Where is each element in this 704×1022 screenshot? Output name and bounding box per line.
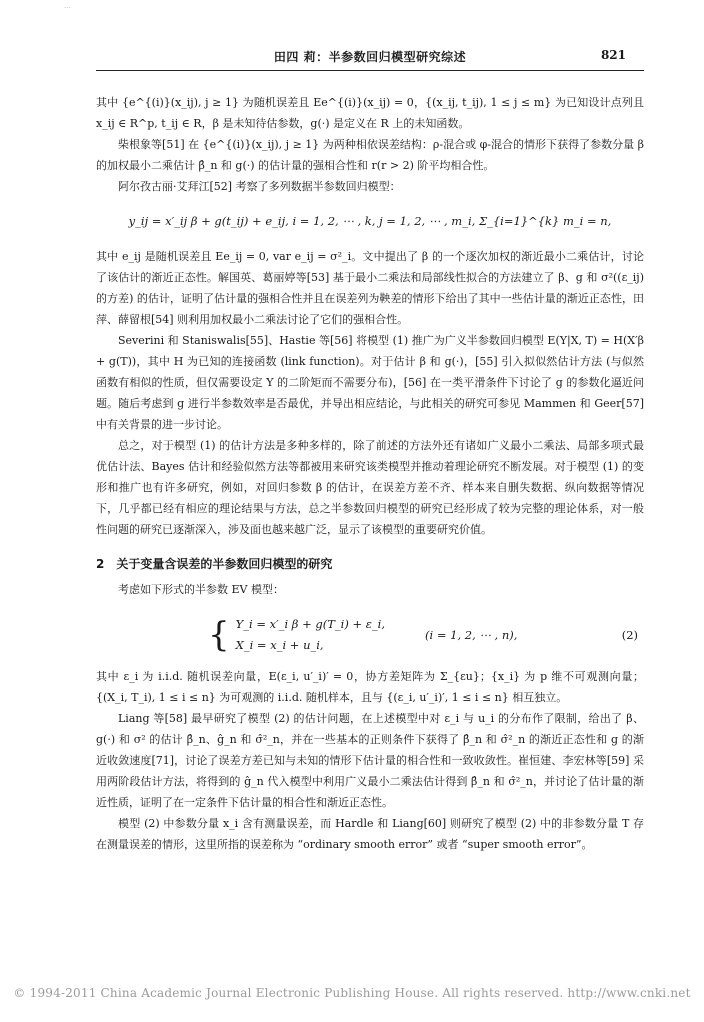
equation-line: Y_i = x′_i β + g(T_i) + ε_i, xyxy=(235,617,386,631)
header-rule xyxy=(96,70,644,71)
paragraph: 其中 {e^{(i)}(x_ij), j ≥ 1} 为随机误差且 Ee^{(i)}(x_ij) = 0，{(x_ij, t_ij), 1 ≤ j ≤ m} 为已知设计点列且 x_ij ∈ R^p, t_ij ∈ R，β 是未知待估参数，g(·) 是定义在 R 上的未知函数。 xyxy=(96,96,644,130)
equation-multi-column-model: y_ij = x′_ij β + g(t_ij) + e_ij, i = 1, 2, ⋯ , k, j = 1, 2, ⋯ , m_i, Σ_{i=1}^{k} m_i = n, xyxy=(128,214,612,228)
paragraph: 阿尔孜古丽·艾拜江[52] 考察了多列数据半参数回归模型： xyxy=(118,180,401,193)
running-head: 田四 莉：半参数回归模型研究综述 xyxy=(273,50,467,64)
scan-corner-mark: … xyxy=(64,2,71,10)
paragraph: 柴根象等[51] 在 {e^{(i)}(x_ij), j ≥ 1} 为两种相依误差结构：ρ-混合或 φ-混合的情形下获得了参数分量 β 的加权最小二乘估计 β̂_n 和 g(·) 的估计量的强相合性和 r(r > 2) 阶平均相合性。 xyxy=(96,138,644,172)
paragraph: 其中 e_ij 是随机误差且 Ee_ij = 0, var e_ij = σ²_i。文中提出了 β 的一个逐次加权的渐近最小二乘估计，讨论了该估计的渐近正态性。解国英、葛丽婷等[53] 基于最小二乘法和局部线性拟合的方法建立了 β、g 和 σ²((ε_ij) 的方差) 的估计，证明了估计量的强相合性并且在误差列为鞅差的情形下给出了其中一些估计量的渐近正态性，田萍、薛留根[54] 则利用加权最小二乘法讨论了它们的强相合性。 xyxy=(96,250,644,326)
paragraph: Severini 和 Staniswalis[55]、Hastie 等[56] 将模型 (1) 推广为广义半参数回归模型 E(Y|X, T) = H(X′β + g(T))，其中 H 为已知的连接函数 (link function)。对于估计 β 和 g(·)，[55] 引入拟似然估计方法 (与似然函数有相似的性质，但仅需要设定 Y 的二阶矩而不需要分布)，[56] 在一类平滑条件下讨论了 g 的参数化逼近问题。随后考虑到 g 进行半参数效率是否最优，并导出相应结论，与此相关的研究可参见 Mammen 和 Geer[57] 中有关背景的进一步讨论。 xyxy=(96,334,644,431)
paragraph: 其中 ε_i 为 i.i.d. 随机误差向量，E(ε_i, u′_i)′ = 0，协方差矩阵为 Σ_{εu}；{x_i} 为 p 维不可观测向量；{(X_i, T_i), 1 ≤ i ≤ n} 为可观测的 i.i.d. 随机样本，且与 {(ε_i, u′_i)′, 1 ≤ i ≤ n} 相互独立。 xyxy=(96,670,644,704)
paragraph: Liang 等[58] 最早研究了模型 (2) 的估计问题，在上述模型中对 ε_i 与 u_i 的分布作了限制，给出了 β、g(·) 和 σ² 的估计 β̂_n、ĝ_n 和 σ̂²_n，并在一些基本的正则条件下获得了 β̂_n 和 σ̂²_n 的渐近正态性和 g 的渐近收敛速度[71]，讨论了误差方差已知与未知的情形下估计量的相合性和一致收敛性。崔恒建、李宏林等[59] 采用两阶段估计方法，将得到的 ĝ_n 代入模型中利用广义最小二乘法估计得到 β̂_n 和 σ̂²_n，并讨论了估计量的渐近性质，证明了在一定条件下估计量的相合性和渐近正态性。 xyxy=(96,712,644,809)
paragraph: 总之，对于模型 (1) 的估计方法是多种多样的，除了前述的方法外还有诸如广义最小二乘法、局部多项式最优估计法、Bayes 估计和经验似然方法等都被用来研究该类模型并推动着理论研究不断发展。对于模型 (1) 的变形和推广也有许多研究，例如，对回归参数 β 的估计，在误差方差不齐、样本来自删失数据、纵向数据等情况下，几乎都已经有相应的理论结果与方法，总之半参数回归模型的研究已经形成了较为完整的理论体系，对一般性问题的研究已逐渐深入，涉及面也越来越广泛，显示了该模型的重要研究价值。 xyxy=(96,439,644,536)
page-number: 821 xyxy=(600,48,626,62)
article-body xyxy=(96,92,644,855)
paragraph: 模型 (2) 中参数分量 x_i 含有测量误差，而 Hardle 和 Liang[60] 则研究了模型 (2) 中的非参数分量 T 存在测量误差的情形，这里所指的误差称为 “ordinary smooth error” 或者 “super smooth error”。 xyxy=(96,817,644,851)
copyright-text: © 1994-2011 China Academic Journal Electronic Publishing House. All rights reserved. http://www.cnki.net xyxy=(13,986,691,1000)
equation-number: (2) xyxy=(621,627,638,642)
equation-ev-model xyxy=(96,614,644,656)
left-brace: { xyxy=(208,615,230,655)
section-heading: 2 关于变量含误差的半参数回归模型的研究 xyxy=(96,557,333,571)
copyright-footer xyxy=(0,986,704,1000)
equation-lines xyxy=(236,614,385,656)
paragraph: 考虑如下形式的半参数 EV 模型： xyxy=(118,583,284,596)
equation-line: X_i = x_i + u_i, xyxy=(235,638,324,652)
equation-condition: (i = 1, 2, ⋯ , n), xyxy=(425,627,518,642)
